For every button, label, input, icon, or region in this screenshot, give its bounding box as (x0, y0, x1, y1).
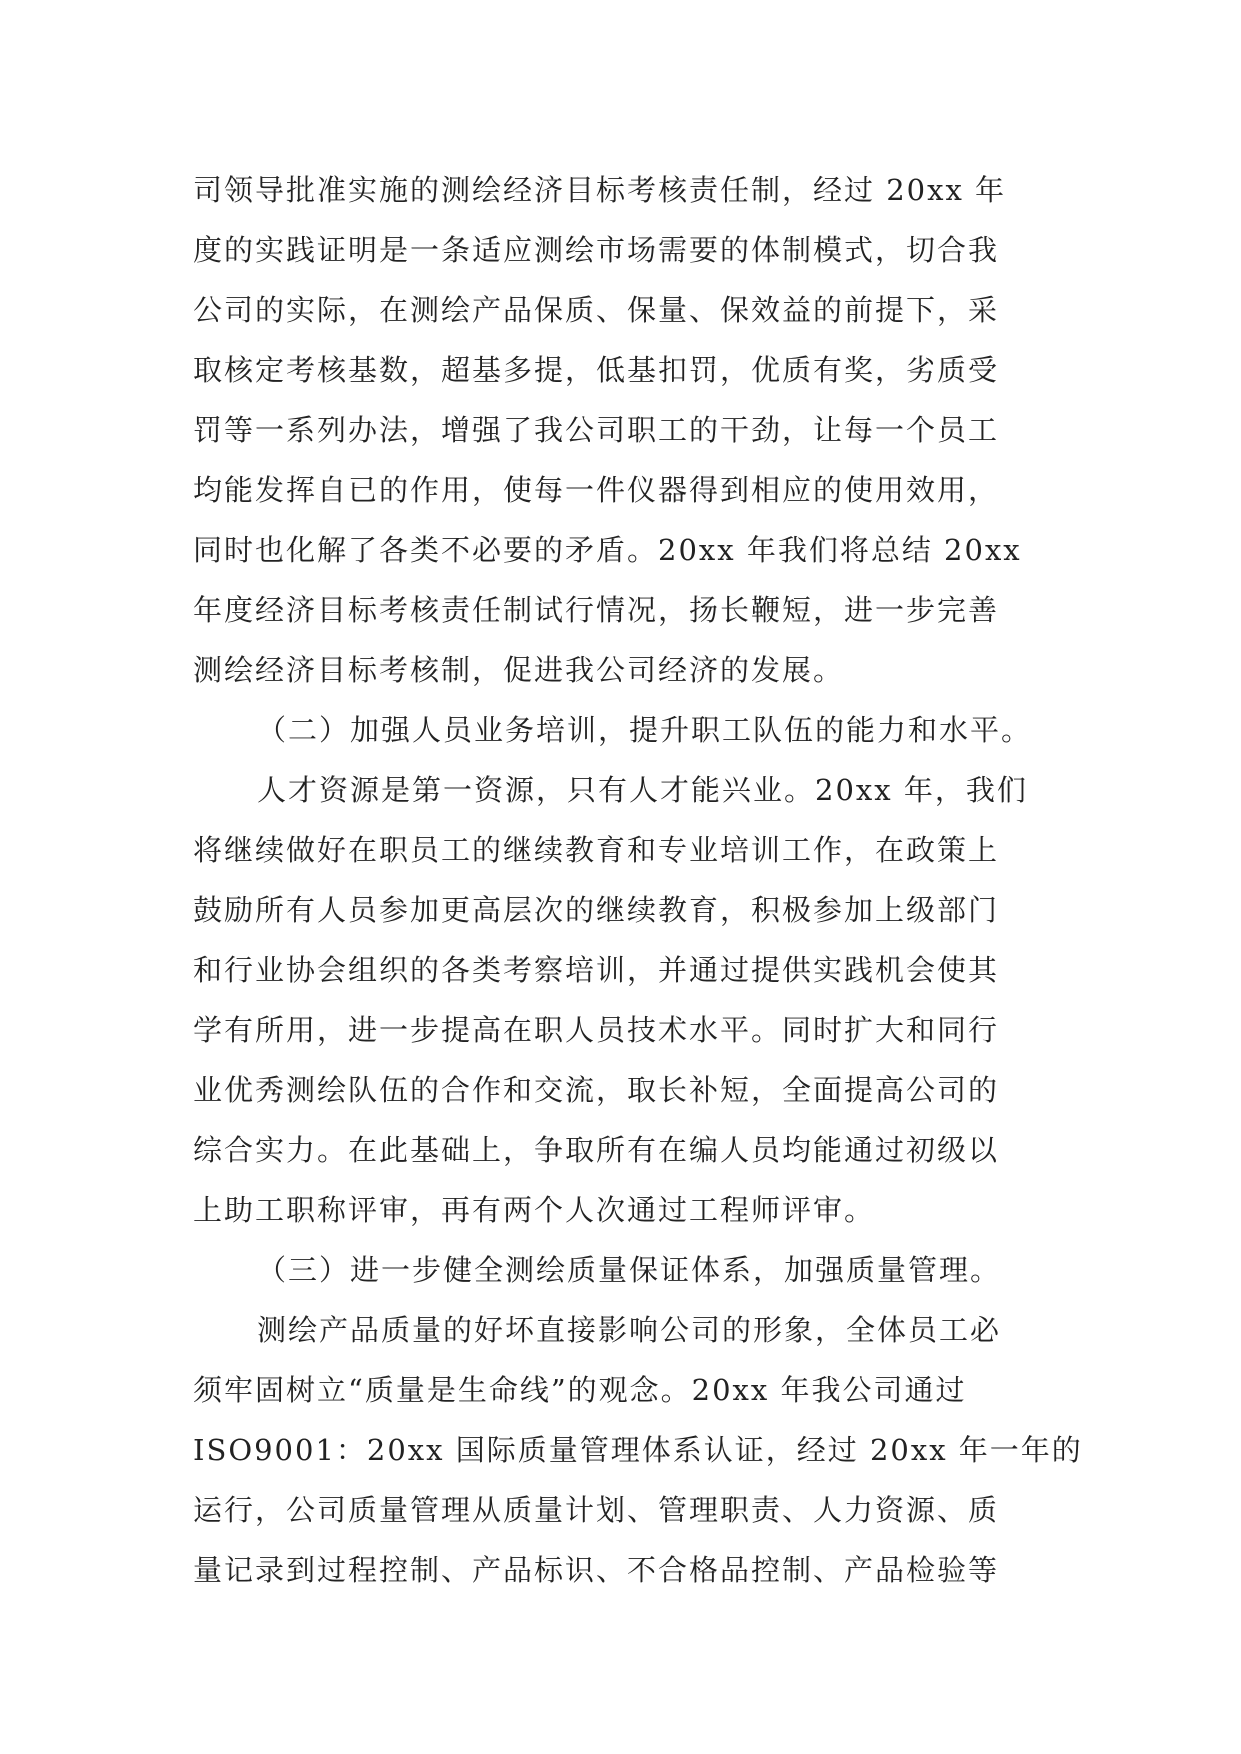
paragraph-line: 须牢固树立“质量是生命线”的观念。20xx 年我公司通过 (193, 1373, 967, 1407)
paragraph-line: 公司的实际，在测绘产品保质、保量、保效益的前提下，采 (193, 293, 1000, 327)
paragraph-line: 取核定考核基数，超基多提，低基扣罚，优质有奖，劣质受 (193, 353, 1000, 387)
paragraph-line: 和行业协会组织的各类考察培训，并通过提供实践机会使其 (193, 953, 1000, 987)
paragraph-line: 罚等一系列办法，增强了我公司职工的干劲，让每一个员工 (193, 413, 1000, 447)
paragraph-line: 度的实践证明是一条适应测绘市场需要的体制模式，切合我 (193, 233, 1000, 267)
paragraph-line: 业优秀测绘队伍的合作和交流，取长补短，全面提高公司的 (193, 1073, 1000, 1107)
paragraph-line: 测绘产品质量的好坏直接影响公司的形象，全体员工必 (257, 1313, 1002, 1347)
paragraph-line: 年度经济目标考核责任制试行情况，扬长鞭短，进一步完善 (193, 593, 1000, 627)
paragraph-line: ISO9001：20xx 国际质量管理体系认证，经过 20xx 年一年的 (193, 1433, 1083, 1467)
paragraph-line: 上助工职称评审，再有两个人次通过工程师评审。 (193, 1193, 876, 1227)
paragraph-line: 学有所用，进一步提高在职人员技术水平。同时扩大和同行 (193, 1013, 1000, 1047)
paragraph-line: 司领导批准实施的测绘经济目标考核责任制，经过 20xx 年 (193, 173, 1007, 207)
section-heading-3: （三）进一步健全测绘质量保证体系，加强质量管理。 (257, 1253, 1002, 1287)
document-body (193, 160, 1083, 1600)
paragraph-line: 人才资源是第一资源，只有人才能兴业。20xx 年，我们 (257, 773, 1028, 807)
paragraph-line: 均能发挥自已的作用，使每一件仪器得到相应的使用效用， (193, 473, 1000, 507)
paragraph-line: 量记录到过程控制、产品标识、不合格品控制、产品检验等 (193, 1553, 1000, 1587)
paragraph-line: 测绘经济目标考核制，促进我公司经济的发展。 (193, 653, 845, 687)
paragraph-line: 同时也化解了各类不必要的矛盾。20xx 年我们将总结 20xx (193, 533, 1022, 567)
paragraph-line: 鼓励所有人员参加更高层次的继续教育，积极参加上级部门 (193, 893, 1000, 927)
paragraph-line: 运行，公司质量管理从质量计划、管理职责、人力资源、质 (193, 1493, 1000, 1527)
paragraph-line: 将继续做好在职员工的继续教育和专业培训工作，在政策上 (193, 833, 1000, 867)
paragraph-line: 综合实力。在此基础上，争取所有在编人员均能通过初级以 (193, 1133, 1000, 1167)
section-heading-2: （二）加强人员业务培训，提升职工队伍的能力和水平。 (257, 713, 1033, 747)
